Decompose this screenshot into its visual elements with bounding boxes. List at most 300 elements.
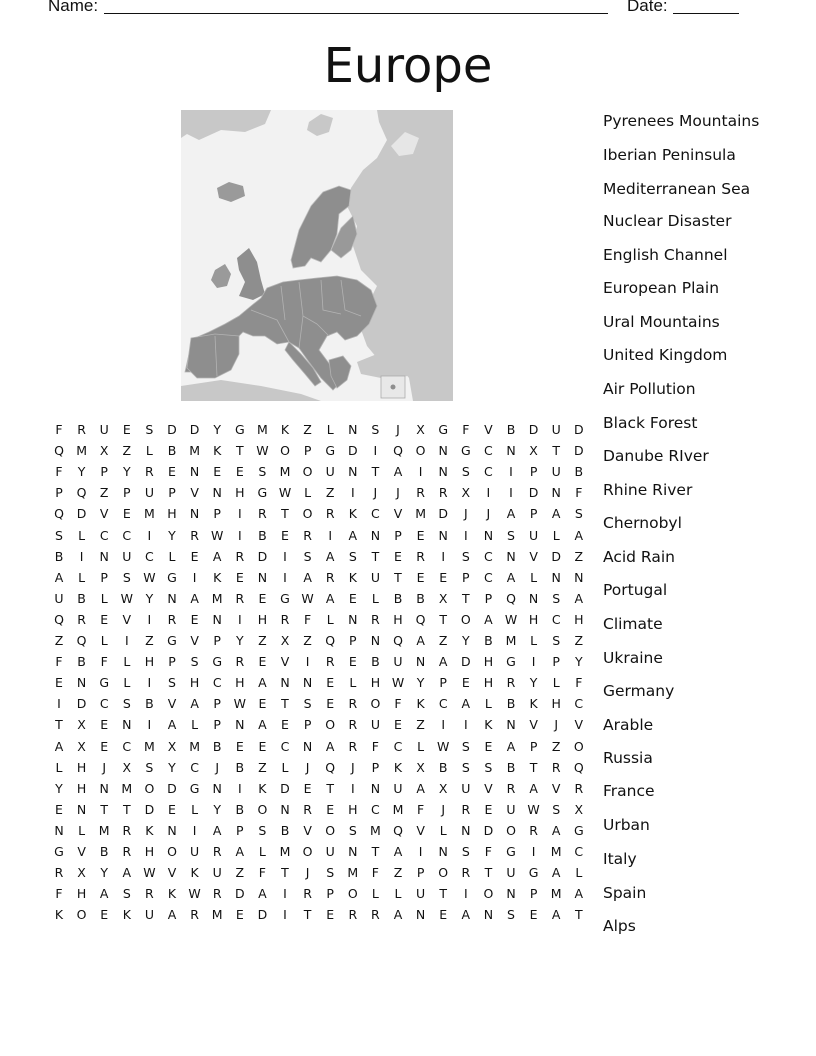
grid-letter[interactable]: X xyxy=(280,633,290,648)
grid-letter[interactable]: C xyxy=(484,443,493,459)
grid-letter[interactable]: V xyxy=(167,865,177,881)
grid-letter[interactable]: K xyxy=(280,422,290,437)
grid-letter[interactable]: C xyxy=(484,464,493,480)
grid-letter[interactable]: F xyxy=(462,422,470,437)
grid-letter[interactable]: A xyxy=(393,464,403,480)
grid-letter[interactable]: D xyxy=(483,822,494,838)
grid-letter[interactable]: O xyxy=(506,822,516,838)
grid-letter[interactable]: T xyxy=(100,801,108,817)
grid-letter[interactable]: G xyxy=(325,443,336,459)
grid-letter[interactable]: R xyxy=(506,675,516,691)
grid-letter[interactable]: P xyxy=(303,443,312,459)
grid-letter[interactable]: Z xyxy=(54,633,64,648)
grid-letter[interactable]: N xyxy=(99,780,109,796)
grid-letter[interactable]: L xyxy=(439,822,447,838)
grid-letter[interactable]: N xyxy=(506,886,516,902)
grid-letter[interactable]: X xyxy=(461,485,471,501)
grid-letter[interactable]: R xyxy=(348,738,358,754)
grid-letter[interactable]: A xyxy=(393,907,403,923)
grid-letter[interactable]: H xyxy=(76,886,87,902)
grid-letter[interactable]: N xyxy=(438,464,448,480)
grid-letter[interactable]: S xyxy=(326,865,335,881)
grid-letter[interactable]: D xyxy=(76,506,87,522)
grid-letter[interactable]: I xyxy=(283,548,287,564)
grid-letter[interactable]: N xyxy=(167,822,177,838)
grid-letter[interactable]: D xyxy=(438,506,448,522)
grid-letter[interactable]: T xyxy=(461,590,470,606)
grid-letter[interactable]: U xyxy=(551,464,561,480)
grid-letter[interactable]: Z xyxy=(258,633,267,648)
grid-letter[interactable]: X xyxy=(122,759,132,775)
grid-letter[interactable]: D xyxy=(528,485,539,501)
grid-letter[interactable]: H xyxy=(76,759,87,775)
grid-letter[interactable]: Y xyxy=(574,654,583,670)
grid-letter[interactable]: A xyxy=(574,590,584,606)
grid-letter[interactable]: A xyxy=(416,780,425,796)
grid-letter[interactable]: R xyxy=(303,527,312,543)
grid-letter[interactable]: E xyxy=(258,696,267,712)
grid-letter[interactable]: C xyxy=(551,611,561,627)
grid-letter[interactable]: S xyxy=(258,464,267,480)
grid-letter[interactable]: I xyxy=(463,886,468,902)
grid-letter[interactable]: E xyxy=(258,738,267,754)
grid-letter[interactable]: B xyxy=(574,464,584,480)
grid-letter[interactable]: E xyxy=(258,590,267,606)
grid-letter[interactable]: W xyxy=(233,696,246,712)
grid-letter[interactable]: B xyxy=(393,590,403,606)
grid-letter[interactable]: X xyxy=(438,590,448,606)
grid-letter[interactable]: C xyxy=(438,696,448,712)
grid-letter[interactable]: I xyxy=(283,907,287,923)
grid-letter[interactable]: S xyxy=(371,422,380,437)
grid-letter[interactable]: R xyxy=(325,654,335,670)
grid-letter[interactable]: R xyxy=(506,780,516,796)
grid-letter[interactable]: M xyxy=(211,590,223,606)
grid-letter[interactable]: N xyxy=(348,844,358,859)
grid-letter[interactable]: D xyxy=(573,422,584,437)
grid-letter[interactable]: Z xyxy=(393,865,403,881)
grid-letter[interactable]: I xyxy=(79,548,84,564)
grid-letter[interactable]: D xyxy=(167,780,177,796)
grid-letter[interactable]: V xyxy=(167,696,177,712)
grid-letter[interactable]: F xyxy=(575,485,583,501)
grid-letter[interactable]: E xyxy=(122,506,131,522)
grid-letter[interactable]: S xyxy=(552,633,561,648)
grid-letter[interactable]: N xyxy=(551,569,561,585)
grid-letter[interactable]: A xyxy=(574,527,584,543)
grid-letter[interactable]: N xyxy=(99,548,109,564)
grid-letter[interactable]: R xyxy=(551,759,561,775)
grid-letter[interactable]: S xyxy=(461,548,470,564)
grid-letter[interactable]: B xyxy=(235,801,245,817)
grid-letter[interactable]: A xyxy=(348,527,358,543)
grid-letter[interactable]: A xyxy=(190,590,199,606)
grid-letter[interactable]: U xyxy=(370,569,380,585)
grid-letter[interactable]: M xyxy=(550,844,562,859)
grid-letter[interactable]: A xyxy=(506,738,516,754)
grid-letter[interactable]: R xyxy=(190,907,199,923)
grid-letter[interactable]: D xyxy=(551,548,561,564)
grid-letter[interactable]: A xyxy=(167,717,177,733)
grid-letter[interactable]: R xyxy=(325,569,335,585)
grid-letter[interactable]: R xyxy=(235,590,245,606)
grid-letter[interactable]: A xyxy=(574,886,584,902)
grid-letter[interactable]: O xyxy=(76,907,87,923)
grid-letter[interactable]: R xyxy=(416,548,425,564)
grid-letter[interactable]: Q xyxy=(415,611,426,627)
grid-letter[interactable]: Y xyxy=(529,675,538,691)
grid-letter[interactable]: B xyxy=(77,654,86,670)
grid-letter[interactable]: G xyxy=(573,822,584,838)
grid-letter[interactable]: T xyxy=(552,443,560,459)
grid-letter[interactable]: E xyxy=(303,780,312,796)
grid-letter[interactable]: N xyxy=(212,780,222,796)
grid-letter[interactable]: U xyxy=(506,865,516,881)
grid-letter[interactable]: G xyxy=(212,654,223,670)
grid-letter[interactable]: J xyxy=(215,759,220,775)
grid-letter[interactable]: F xyxy=(55,422,63,437)
grid-letter[interactable]: N xyxy=(54,822,64,838)
grid-letter[interactable]: W xyxy=(143,569,156,585)
grid-letter[interactable]: L xyxy=(575,865,583,881)
grid-letter[interactable]: L xyxy=(371,886,379,902)
grid-letter[interactable]: Z xyxy=(574,633,584,648)
grid-letter[interactable]: D xyxy=(189,422,200,437)
grid-letter[interactable]: N xyxy=(76,675,87,691)
grid-letter[interactable]: P xyxy=(371,759,380,775)
grid-letter[interactable]: C xyxy=(145,548,154,564)
grid-letter[interactable]: K xyxy=(122,907,131,923)
grid-letter[interactable]: Y xyxy=(168,759,176,775)
grid-letter[interactable]: S xyxy=(122,569,131,585)
grid-letter[interactable]: N xyxy=(370,527,381,543)
grid-letter[interactable]: R xyxy=(371,907,380,923)
grid-letter[interactable]: K xyxy=(348,569,357,585)
grid-letter[interactable]: S xyxy=(122,696,131,712)
grid-letter[interactable]: R xyxy=(461,865,471,881)
grid-letter[interactable]: G xyxy=(280,590,290,606)
grid-letter[interactable]: H xyxy=(574,611,584,627)
grid-letter[interactable]: S xyxy=(168,675,176,691)
grid-letter[interactable]: T xyxy=(281,506,289,522)
grid-letter[interactable]: K xyxy=(484,717,493,733)
grid-letter[interactable]: S xyxy=(461,738,470,754)
grid-letter[interactable]: S xyxy=(574,506,583,522)
grid-letter[interactable]: R xyxy=(280,611,290,627)
grid-letter[interactable]: O xyxy=(280,443,290,459)
grid-letter[interactable]: L xyxy=(191,717,199,733)
grid-letter[interactable]: H xyxy=(393,611,403,627)
grid-letter[interactable]: I xyxy=(147,611,152,627)
grid-letter[interactable]: F xyxy=(371,738,379,754)
grid-letter[interactable]: R xyxy=(77,611,86,627)
grid-letter[interactable]: I xyxy=(57,696,61,712)
grid-letter[interactable]: D xyxy=(76,696,87,712)
grid-letter[interactable]: L xyxy=(100,590,108,606)
grid-letter[interactable]: F xyxy=(55,464,63,480)
grid-letter[interactable]: N xyxy=(461,822,471,838)
grid-letter[interactable]: U xyxy=(144,485,154,501)
grid-letter[interactable]: E xyxy=(213,464,222,480)
grid-letter[interactable]: P xyxy=(462,569,470,585)
grid-letter[interactable]: I xyxy=(147,527,152,543)
grid-letter[interactable]: L xyxy=(123,675,131,691)
grid-letter[interactable]: G xyxy=(528,865,539,881)
grid-letter[interactable]: Q xyxy=(325,759,336,775)
grid-letter[interactable]: R xyxy=(438,485,448,501)
grid-letter[interactable]: T xyxy=(439,611,447,627)
grid-letter[interactable]: T xyxy=(235,443,244,459)
grid-letter[interactable]: S xyxy=(145,422,154,437)
grid-letter[interactable]: P xyxy=(529,738,538,754)
grid-letter[interactable]: U xyxy=(325,464,335,480)
grid-letter[interactable]: A xyxy=(551,822,561,838)
grid-letter[interactable]: D xyxy=(573,443,584,459)
grid-letter[interactable]: H xyxy=(167,506,177,522)
grid-letter[interactable]: E xyxy=(529,907,538,923)
grid-letter[interactable]: O xyxy=(167,844,177,859)
grid-letter[interactable]: A xyxy=(325,590,335,606)
grid-letter[interactable]: T xyxy=(371,548,380,564)
grid-letter[interactable]: D xyxy=(528,422,539,437)
grid-letter[interactable]: I xyxy=(509,485,513,501)
grid-letter[interactable]: D xyxy=(167,422,177,437)
grid-letter[interactable]: G xyxy=(54,844,64,859)
grid-letter[interactable]: N xyxy=(348,611,358,627)
grid-letter[interactable]: G xyxy=(99,675,110,691)
grid-letter[interactable]: N xyxy=(76,801,87,817)
grid-letter[interactable]: N xyxy=(280,675,290,691)
grid-letter[interactable]: E xyxy=(394,548,402,564)
grid-letter[interactable]: Z xyxy=(551,738,561,754)
grid-letter[interactable]: P xyxy=(213,506,221,522)
grid-letter[interactable]: U xyxy=(212,865,222,881)
grid-letter[interactable]: A xyxy=(167,907,177,923)
grid-letter[interactable]: M xyxy=(347,865,359,881)
grid-letter[interactable]: Z xyxy=(438,633,448,648)
grid-letter[interactable]: U xyxy=(144,907,154,923)
grid-letter[interactable]: X xyxy=(529,443,538,459)
grid-letter[interactable]: K xyxy=(54,907,64,923)
grid-letter[interactable]: I xyxy=(328,527,333,543)
grid-letter[interactable]: O xyxy=(257,801,268,817)
grid-letter[interactable]: T xyxy=(281,696,289,712)
grid-letter[interactable]: A xyxy=(190,696,199,712)
grid-letter[interactable]: E xyxy=(190,548,199,564)
grid-letter[interactable]: J xyxy=(463,506,468,522)
grid-letter[interactable]: O xyxy=(438,865,449,881)
grid-letter[interactable]: Z xyxy=(235,865,245,881)
grid-letter[interactable]: N xyxy=(415,907,426,923)
grid-letter[interactable]: M xyxy=(143,506,155,522)
grid-letter[interactable]: N xyxy=(235,717,245,733)
grid-letter[interactable]: D xyxy=(280,780,290,796)
grid-letter[interactable]: H xyxy=(189,675,200,691)
grid-letter[interactable]: S xyxy=(145,759,154,775)
grid-letter[interactable]: W xyxy=(256,443,269,459)
grid-letter[interactable]: B xyxy=(258,527,267,543)
grid-letter[interactable]: L xyxy=(78,569,86,585)
grid-letter[interactable]: B xyxy=(416,590,425,606)
grid-letter[interactable]: Q xyxy=(76,485,87,501)
grid-letter[interactable]: B xyxy=(484,633,493,648)
grid-letter[interactable]: B xyxy=(145,696,154,712)
grid-letter[interactable]: B xyxy=(167,443,177,459)
grid-letter[interactable]: Z xyxy=(122,443,132,459)
grid-letter[interactable]: B xyxy=(77,590,86,606)
grid-letter[interactable]: W xyxy=(391,675,405,691)
grid-letter[interactable]: I xyxy=(509,464,513,480)
grid-letter[interactable]: K xyxy=(393,759,403,775)
grid-letter[interactable]: B xyxy=(212,738,222,754)
grid-letter[interactable]: R xyxy=(122,822,132,838)
grid-letter[interactable]: V xyxy=(484,780,493,796)
grid-letter[interactable]: R xyxy=(574,780,584,796)
grid-letter[interactable]: G xyxy=(506,654,516,670)
grid-letter[interactable]: E xyxy=(122,422,131,437)
grid-letter[interactable]: L xyxy=(530,633,538,648)
grid-letter[interactable]: N xyxy=(528,590,539,606)
grid-letter[interactable]: A xyxy=(551,865,561,881)
grid-letter[interactable]: N xyxy=(483,907,494,923)
grid-letter[interactable]: R xyxy=(325,506,335,522)
grid-letter[interactable]: U xyxy=(461,780,471,796)
grid-letter[interactable]: L xyxy=(530,569,538,585)
grid-letter[interactable]: A xyxy=(461,907,471,923)
grid-letter[interactable]: X xyxy=(77,865,86,881)
grid-letter[interactable]: R xyxy=(235,654,245,670)
grid-letter[interactable]: N xyxy=(506,548,516,564)
grid-letter[interactable]: Q xyxy=(54,611,64,627)
grid-letter[interactable]: H xyxy=(528,611,539,627)
grid-letter[interactable]: U xyxy=(529,527,539,543)
grid-letter[interactable]: G xyxy=(506,844,516,859)
grid-letter[interactable]: R xyxy=(348,696,358,712)
grid-letter[interactable]: R xyxy=(167,611,177,627)
grid-letter[interactable]: W xyxy=(120,590,133,606)
grid-letter[interactable]: A xyxy=(258,675,267,691)
grid-letter[interactable]: S xyxy=(507,527,515,543)
grid-letter[interactable]: K xyxy=(213,569,222,585)
grid-letter[interactable]: K xyxy=(167,886,177,902)
grid-letter[interactable]: E xyxy=(168,801,176,817)
grid-letter[interactable]: C xyxy=(190,759,199,775)
grid-letter[interactable]: I xyxy=(283,886,287,902)
grid-letter[interactable]: H xyxy=(483,654,494,670)
grid-letter[interactable]: E xyxy=(281,527,289,543)
grid-letter[interactable]: N xyxy=(212,611,222,627)
grid-letter[interactable]: G xyxy=(167,569,177,585)
grid-letter[interactable]: C xyxy=(99,527,109,543)
grid-letter[interactable]: N xyxy=(370,633,381,648)
grid-letter[interactable]: H xyxy=(551,696,561,712)
grid-letter[interactable]: K xyxy=(145,822,154,838)
grid-letter[interactable]: G xyxy=(189,780,200,796)
grid-letter[interactable]: L xyxy=(100,633,108,648)
grid-letter[interactable]: J xyxy=(305,865,310,881)
grid-letter[interactable]: N xyxy=(438,443,448,459)
grid-letter[interactable]: F xyxy=(394,696,402,712)
grid-letter[interactable]: T xyxy=(326,780,334,796)
grid-letter[interactable]: E xyxy=(484,738,493,754)
grid-letter[interactable]: R xyxy=(145,886,154,902)
grid-letter[interactable]: S xyxy=(190,654,199,670)
grid-letter[interactable]: X xyxy=(99,443,109,459)
grid-letter[interactable]: E xyxy=(439,907,448,923)
grid-letter[interactable]: Q xyxy=(76,633,87,648)
grid-letter[interactable]: E xyxy=(461,675,470,691)
grid-letter[interactable]: I xyxy=(418,844,423,859)
grid-letter[interactable]: I xyxy=(531,654,536,670)
grid-letter[interactable]: W xyxy=(143,865,156,881)
grid-letter[interactable]: O xyxy=(347,886,358,902)
grid-letter[interactable]: L xyxy=(371,590,379,606)
grid-letter[interactable]: L xyxy=(417,738,425,754)
grid-letter[interactable]: C xyxy=(484,569,493,585)
grid-letter[interactable]: C xyxy=(393,738,403,754)
grid-letter[interactable]: U xyxy=(122,548,132,564)
grid-letter[interactable]: P xyxy=(55,485,63,501)
grid-letter[interactable]: M xyxy=(279,464,291,480)
grid-letter[interactable]: P xyxy=(326,886,334,902)
grid-letter[interactable]: X xyxy=(416,422,425,437)
grid-letter[interactable]: Q xyxy=(573,759,584,775)
grid-letter[interactable]: A xyxy=(54,569,64,585)
grid-letter[interactable]: Z xyxy=(574,548,584,564)
grid-letter[interactable]: E xyxy=(55,801,63,817)
grid-letter[interactable]: X xyxy=(416,759,425,775)
grid-letter[interactable]: O xyxy=(460,611,471,627)
grid-letter[interactable]: P xyxy=(394,527,402,543)
grid-letter[interactable]: O xyxy=(144,780,155,796)
grid-letter[interactable]: M xyxy=(415,506,426,522)
grid-letter[interactable]: Z xyxy=(416,717,425,733)
grid-letter[interactable]: K xyxy=(258,780,267,796)
grid-letter[interactable]: K xyxy=(213,443,222,459)
grid-letter[interactable]: P xyxy=(213,633,221,648)
grid-letter[interactable]: P xyxy=(439,675,447,691)
grid-letter[interactable]: L xyxy=(326,611,334,627)
grid-letter[interactable]: D xyxy=(144,801,155,817)
grid-letter[interactable]: X xyxy=(574,801,584,817)
grid-letter[interactable]: A xyxy=(54,738,64,754)
grid-letter[interactable]: Z xyxy=(303,633,312,648)
grid-letter[interactable]: O xyxy=(573,738,584,754)
grid-letter[interactable]: O xyxy=(302,464,313,480)
grid-letter[interactable]: R xyxy=(371,611,380,627)
grid-letter[interactable]: X xyxy=(438,780,448,796)
grid-letter[interactable]: I xyxy=(305,654,310,670)
grid-letter[interactable]: L xyxy=(78,527,86,543)
grid-letter[interactable]: U xyxy=(99,422,109,437)
grid-letter[interactable]: L xyxy=(258,844,266,859)
grid-letter[interactable]: U xyxy=(325,844,335,859)
grid-letter[interactable]: I xyxy=(237,527,242,543)
grid-letter[interactable]: K xyxy=(348,506,357,522)
grid-letter[interactable]: C xyxy=(99,696,109,712)
grid-letter[interactable]: L xyxy=(123,654,131,670)
grid-letter[interactable]: I xyxy=(463,527,468,543)
grid-letter[interactable]: C xyxy=(574,844,584,859)
grid-letter[interactable]: J xyxy=(373,485,378,501)
grid-letter[interactable]: E xyxy=(100,611,109,627)
grid-letter[interactable]: I xyxy=(124,633,129,648)
grid-letter[interactable]: N xyxy=(370,780,381,796)
grid-letter[interactable]: E xyxy=(326,696,335,712)
grid-letter[interactable]: H xyxy=(235,485,245,501)
grid-letter[interactable]: S xyxy=(552,590,561,606)
grid-letter[interactable]: E xyxy=(348,654,357,670)
